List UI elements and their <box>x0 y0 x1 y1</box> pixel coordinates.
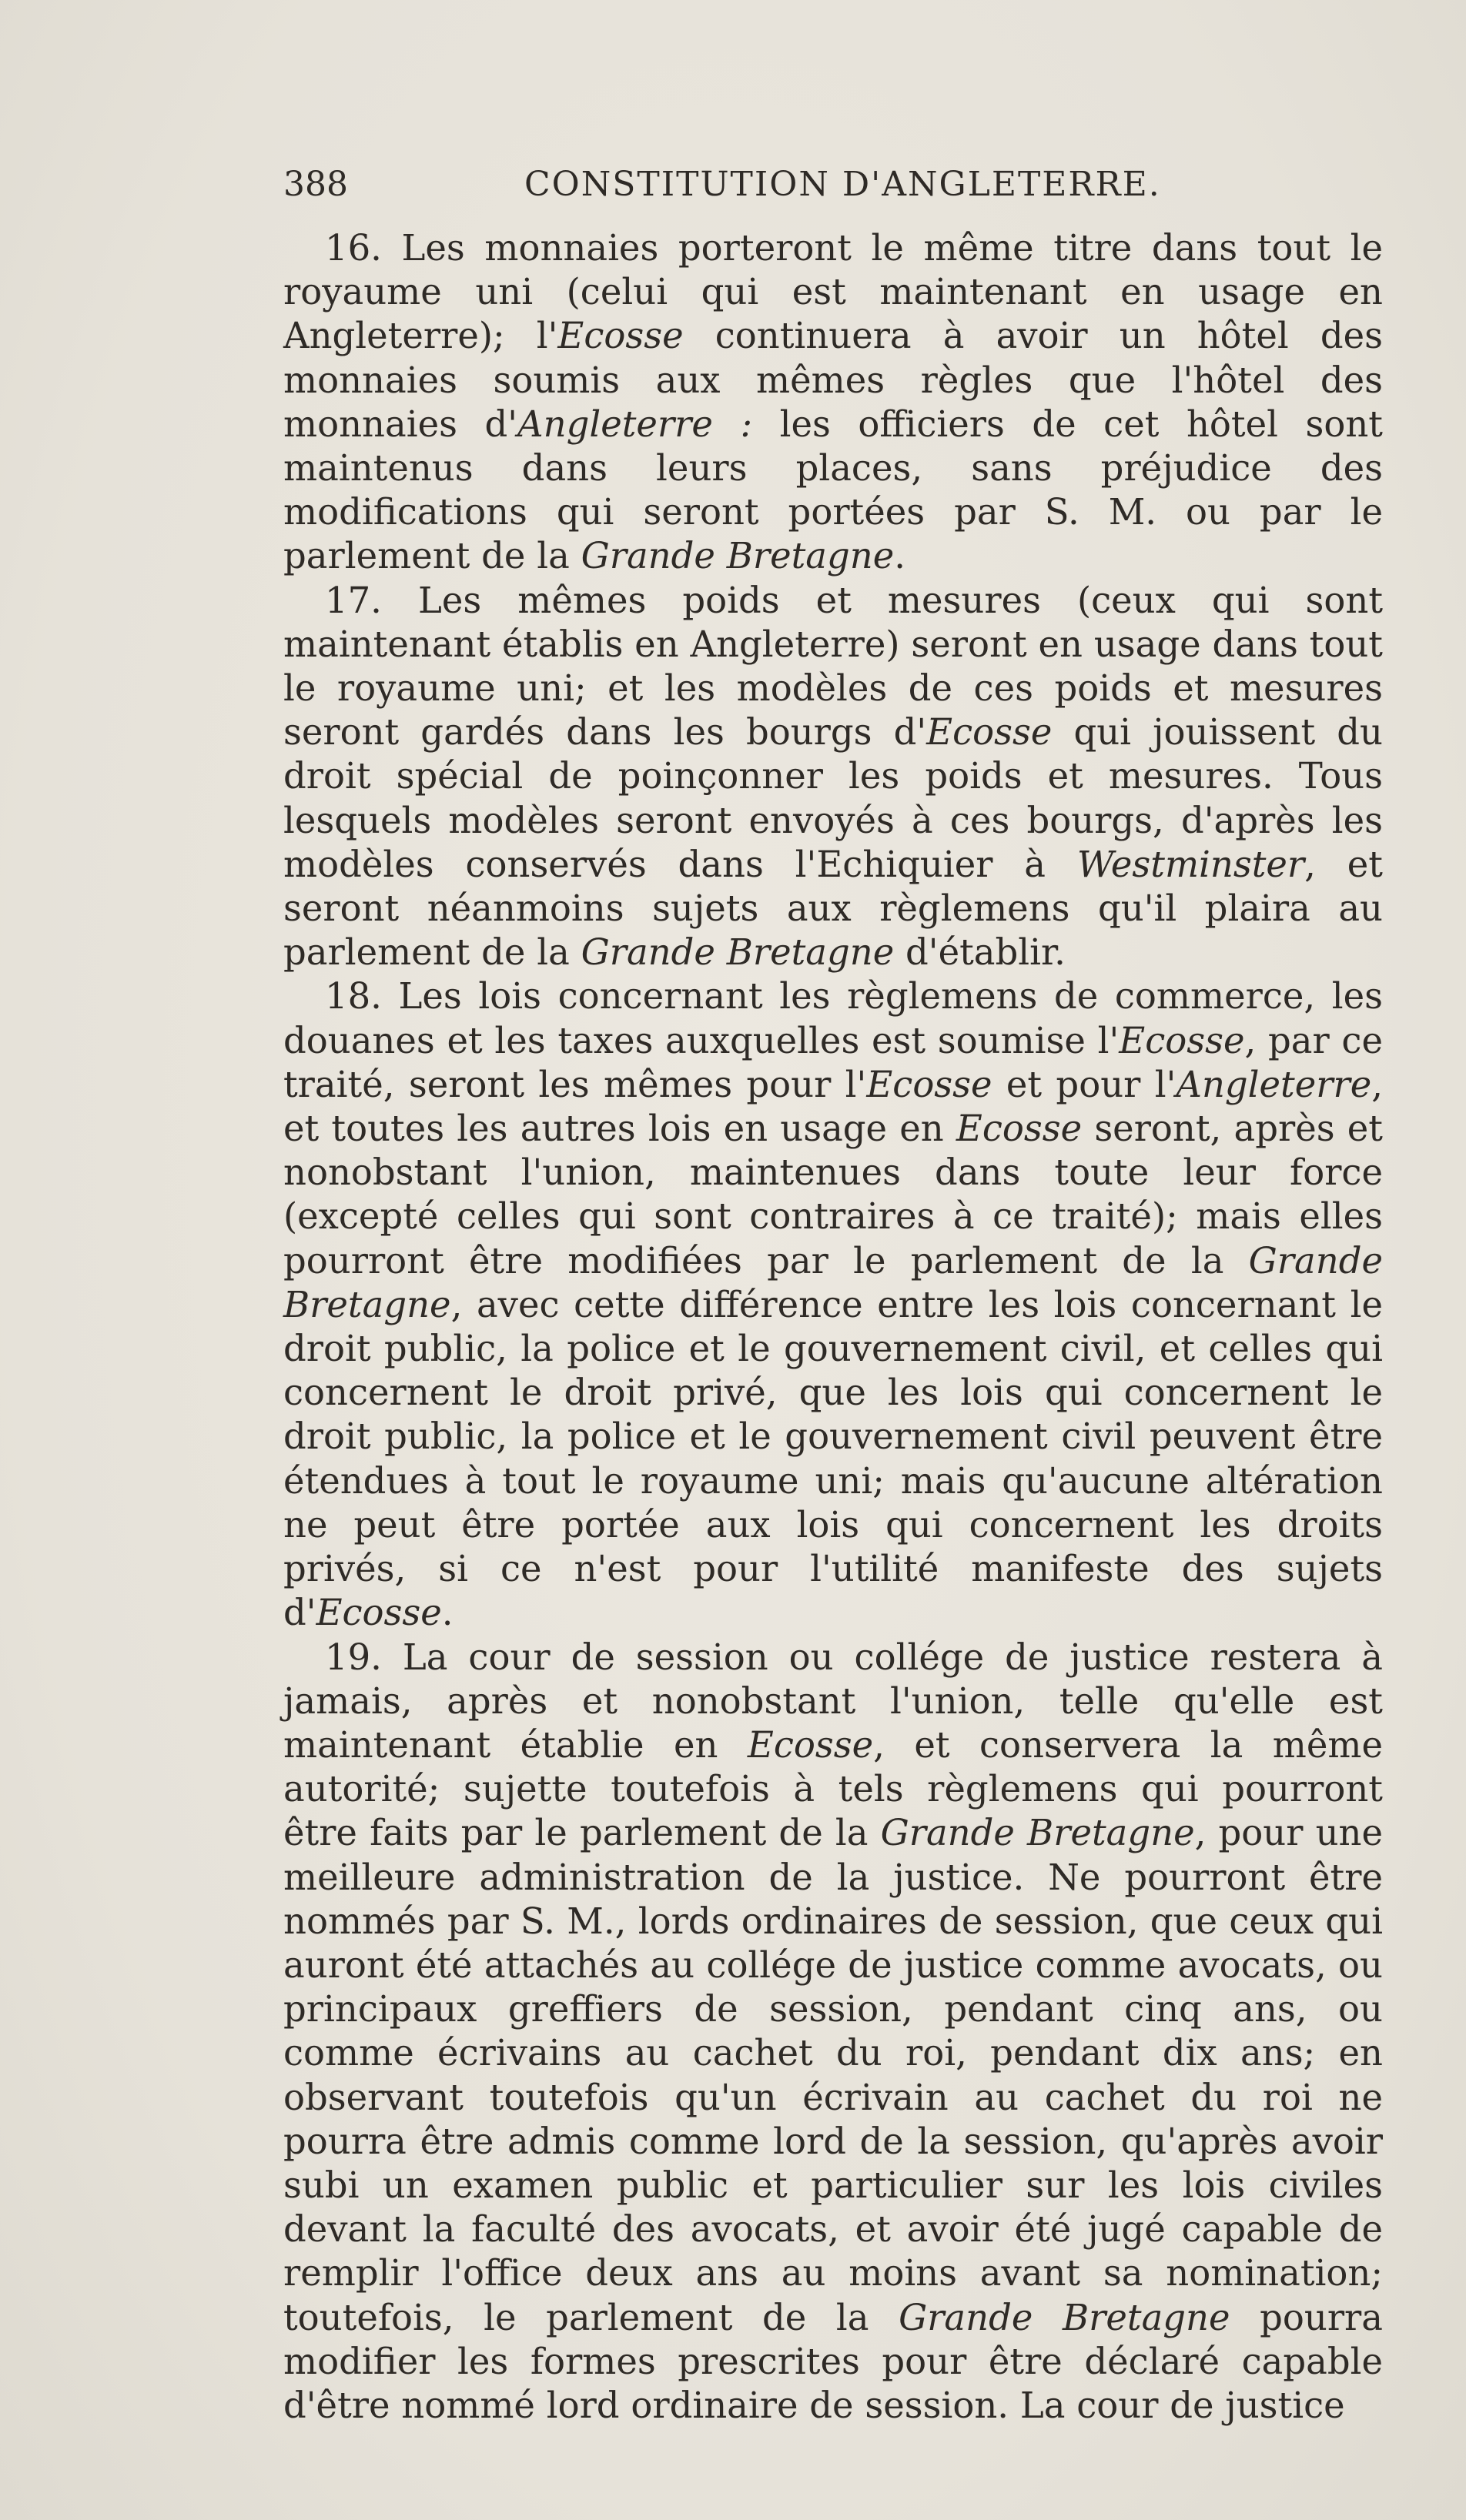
paragraph <box>283 1636 1383 2428</box>
italic-text: Grande Bretagne <box>880 1812 1195 1854</box>
italic-text: Ecosse <box>316 1592 442 1634</box>
paragraph <box>283 974 1383 1635</box>
italic-text: Ecosse <box>1119 1019 1245 1061</box>
text-run: d'établir. <box>894 931 1066 974</box>
italic-text: Ecosse <box>557 315 684 357</box>
italic-text: Westminster <box>1076 843 1305 885</box>
italic-text: Ecosse <box>956 1108 1083 1150</box>
text-run: . <box>441 1592 454 1634</box>
page-header <box>283 158 1392 212</box>
text-run: pourra modifier les formes prescrites pour être déclaré capable d'être nommé lord ordinaire de session. La cour de justice <box>283 2296 1383 2426</box>
italic-text: Angleterre : <box>517 403 753 445</box>
italic-text: Grande Bretagne <box>899 2296 1230 2338</box>
text-run: , et seront néanmoins sujets aux règlemens qu'il plaira au parlement de la <box>283 843 1383 974</box>
page-number: 388 <box>283 165 348 204</box>
text-run: . <box>894 535 906 577</box>
italic-text: Grande Bretagne <box>581 931 895 974</box>
body-text <box>283 226 1383 2428</box>
text-run: seront, après et nonobstant l'union, maintenues dans toute leur force (excepté celles qui sont contraires à ce traité); mais elles pourront être modifiées par le parlement de la <box>283 1108 1383 1282</box>
italic-text: Ecosse <box>926 711 1053 754</box>
text-run: 18. Les lois concernant les règlemens de commerce, les douanes et les taxes auxquelles est soumise l' <box>283 975 1383 1061</box>
italic-text: Ecosse <box>747 1723 874 1766</box>
text-run: qui jouissent du droit spécial de poinçonner les poids et mesures. Tous lesquels modèles seront envoyés à ces bourgs, d'après les modèles conservés dans l'Echiquier à <box>283 711 1383 885</box>
text-run: 17. Les mêmes poids et mesures (ceux qui sont maintenant établis en Angleterre) seront en usage dans tout le royaume uni; et les modèles de ces poids et mesures seront gardés dans les bourgs d' <box>283 579 1383 754</box>
italic-text: Ecosse <box>866 1063 992 1105</box>
text-run: continuera à avoir un hôtel des monnaies soumis aux mêmes règles que l'hôtel des monnaies d' <box>283 315 1383 445</box>
text-run: , par ce traité, seront les mêmes pour l' <box>283 1019 1383 1105</box>
italic-text: Grande Bretagne <box>283 1239 1383 1325</box>
text-run: les officiers de cet hôtel sont maintenus dans leurs places, sans préjudice des modifications qui seront portées par S. M. ou par le parlement de la <box>283 403 1383 577</box>
italic-text: Angleterre <box>1176 1063 1372 1105</box>
running-title: CONSTITUTION D'ANGLETERRE. <box>524 165 1161 204</box>
italic-text: Grande Bretagne <box>581 535 895 577</box>
text-run: , avec cette différence entre les lois concernant le droit public, la police et le gouvernement civil, et celles qui concernent le droit privé, que les lois qui concernent le droit public, la police et le gouvernement civil peuvent être étendues à tout le royaume uni; mais qu'aucune altération ne peut être portée aux lois qui concernent les droits privés, si ce n'est pour l'utilité manifeste des sujets d' <box>283 1283 1383 1634</box>
text-run: , et conservera la même autorité; sujette toutefois à tels règlemens qui pourront être faits par le parlement de la <box>283 1723 1383 1854</box>
paragraph <box>283 579 1383 975</box>
paragraph <box>283 226 1383 579</box>
text-run: , et toutes les autres lois en usage en <box>283 1063 1384 1150</box>
text-run: et pour l' <box>992 1063 1176 1105</box>
text-run: , pour une meilleure administration de la justice. Ne pourront être nommés par S. M., lords ordinaires de session, que ceux qui auront été attachés au collége de justice comme avocats, ou principaux greffiers de session, pendant cinq ans, ou comme écrivains au cachet du roi, pendant dix ans; en observant toutefois qu'un écrivain au cachet du roi ne pourra être admis comme lord de la session, qu'après avoir subi un examen public et particulier sur les lois civiles devant la faculté des avocats, et avoir été jugé capable de remplir l'office deux ans au moins avant sa nomination; toutefois, le parlement de la <box>283 1812 1384 2338</box>
text-run: 16. Les monnaies porteront le même titre dans tout le royaume uni (celui qui est maintenant en usage en Angleterre); l' <box>283 227 1383 357</box>
text-run: 19. La cour de session ou collége de justice restera à jamais, après et nonobstant l'union, telle qu'elle est maintenant établie en <box>283 1636 1383 1766</box>
